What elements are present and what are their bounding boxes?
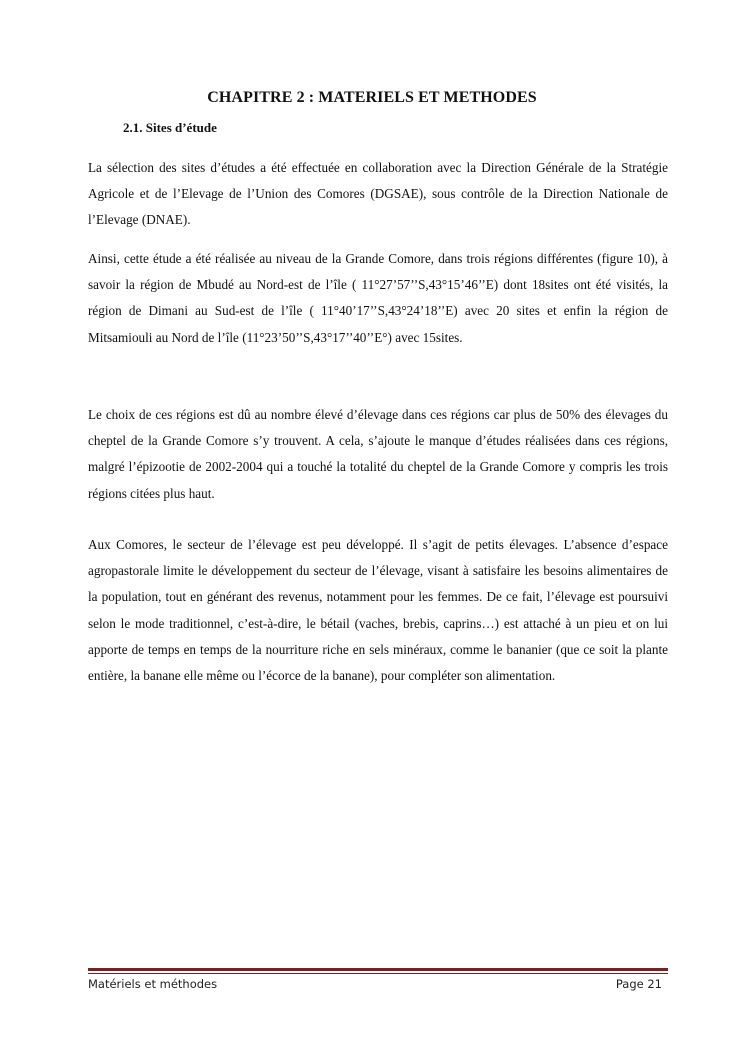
paragraph-study-regions: Ainsi, cette étude a été réalisée au niveau de la Grande Comore, dans trois régions différentes (figure 10), à savoir la région de Mbudé au Nord-est de l’île ( 11°27’57’’S,43°15’46’’E) dont 18sites ont été visités, la région de Dimani au Sud-est de l’île ( 11°40’17’’S,43°24’18’’E) avec 20 sites et enfin la région de Mitsamiouli au Nord de l’île (11°23’50’’S,43°17’’40’’E°) avec 15sites.	[88, 251, 668, 345]
footer-section-label: Matériels et méthodes	[88, 977, 218, 991]
page-number: Page 21	[615, 977, 662, 991]
chapter-title: CHAPITRE 2 : MATERIELS ET METHODES	[207, 89, 537, 106]
footer-rule	[88, 968, 668, 971]
paragraph-region-choice: Le choix de ces régions est dû au nombre élevé d’élevage dans ces régions car plus de 50% des élevages du cheptel de la Grande Comore s’y trouvent. A cela, s’ajoute le manque d’études réalisées dans ces régions, malgré l’épizootie de 2002-2004 qui a touché la totalité du cheptel de la Grande Comore y compris les trois régions citées plus haut.	[88, 407, 668, 501]
paragraph-site-selection: La sélection des sites d’études a été effectuée en collaboration avec la Direction Générale de la Stratégie Agricole et de l’Elevage de l’Union des Comores (DGSAE), sous contrôle de la Direction Nationale de l’Elevage (DNAE).	[88, 160, 668, 228]
paragraph-livestock-context: Aux Comores, le secteur de l’élevage est peu développé. Il s’agit de petits élevages. L’absence d’espace agropastorale limite le développement du secteur de l’élevage, visant à satisfaire les besoins alimentaires de la population, tout en générant des revenus, notamment pour les femmes. De ce fait, l’élevage est poursuivi selon le mode traditionnel, c’est-à-dire, le bétail (vaches, brebis, caprins…) est attaché à un pieu et on lui apporte de temps en temps de la nourriture riche en sels minéraux, comme le bananier (que ce soit la plante entière, la banane elle même ou l’écorce de la banane), pour compléter son alimentation.	[88, 537, 668, 684]
footer-rule-thin	[88, 973, 668, 974]
section-heading: 2.1. Sites d’étude	[123, 120, 217, 135]
